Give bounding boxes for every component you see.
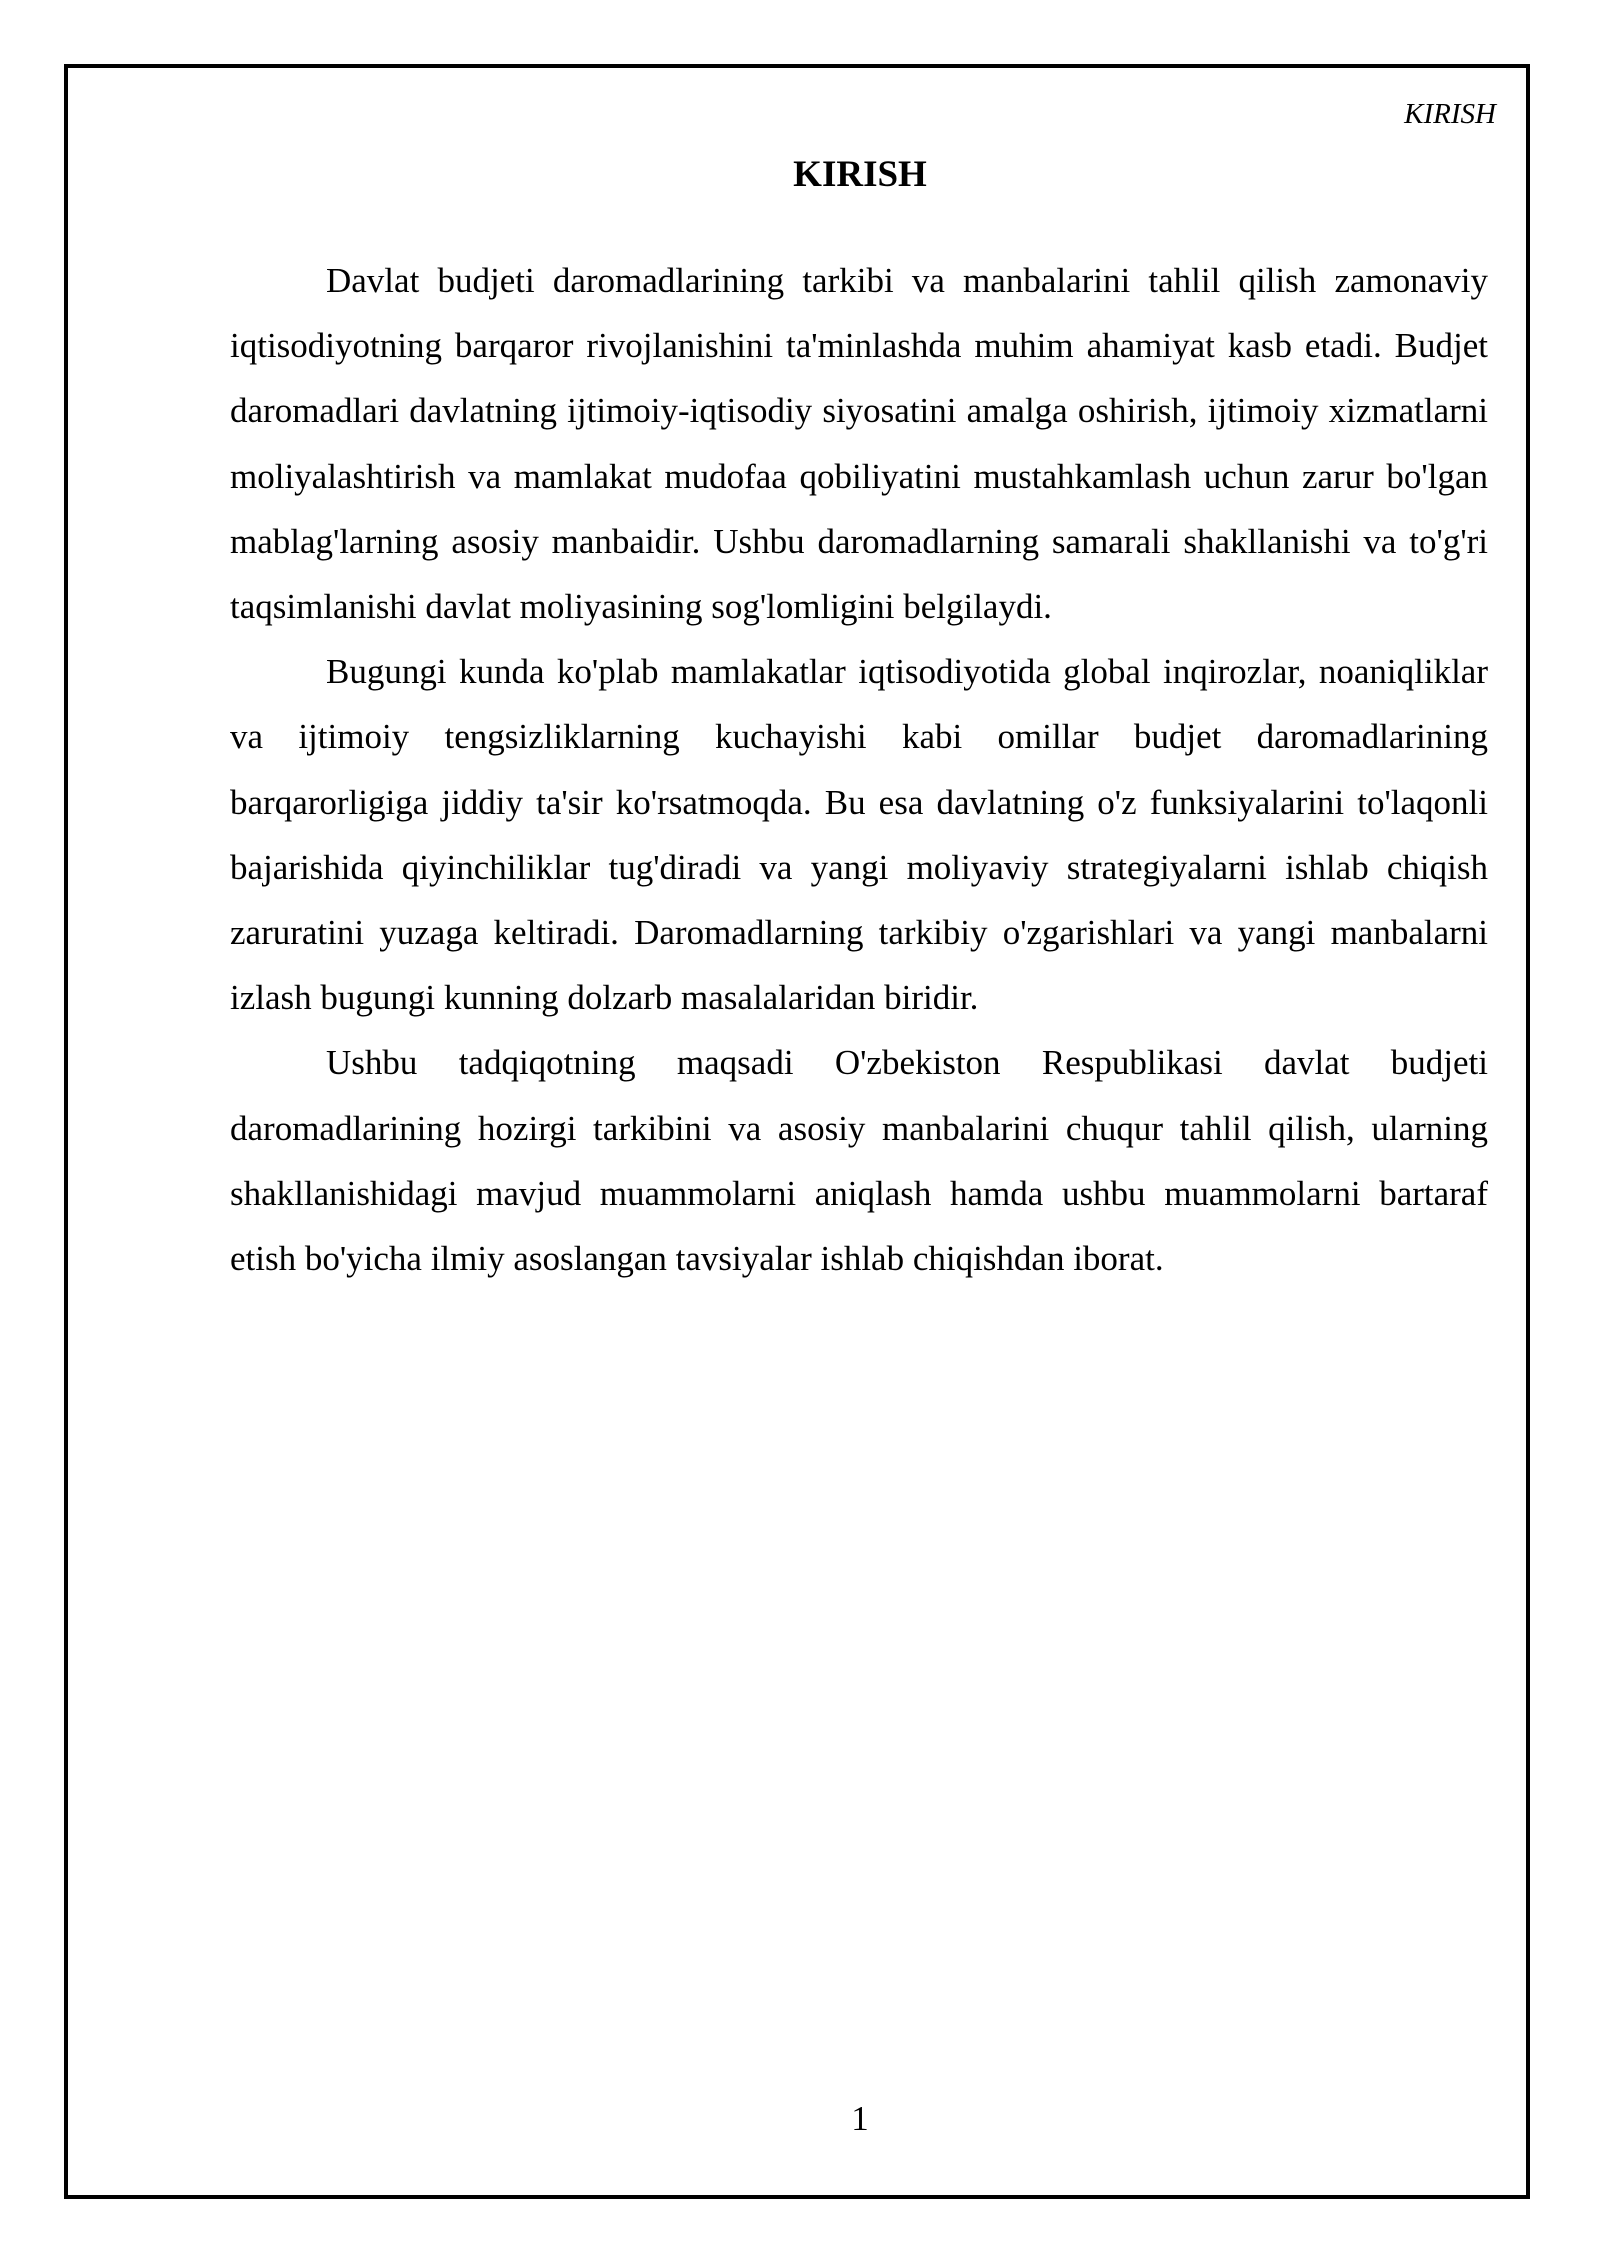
running-header: KIRISH: [1404, 98, 1496, 130]
page-number: 1: [851, 2099, 869, 2138]
page-title: KIRISH: [793, 154, 927, 195]
paragraph: Ushbu tadqiqotning maqsadi O'zbekiston Respublikasi davlat budjeti daromadlarining hozirgi tarkibini va asosiy manbalarini chuqur tahlil qilish, ularning shakllanishidagi mavjud muammolarni aniqlash hamda ushbu muammolarni bartaraf etish bo'yicha ilmiy asoslangan tavsiyalar ishlab chiqishdan iborat.: [230, 1043, 1488, 1279]
paragraph: Bugungi kunda ko'plab mamlakatlar iqtisodiyotida global inqirozlar, noaniqliklar va ijtimoiy tengsizliklarning kuchayishi kabi omillar budjet daromadlarining barqarorligiga jiddiy ta'sir ko'rsatmoqda. Bu esa davlatning o'z funksiyalarini to'laqonli bajarishida qiyinchiliklar tug'diradi va yangi moliyaviy strategiyalarni ishlab chiqish zaruratini yuzaga keltiradi. Daromadlarning tarkibiy o'zgarishlari va yangi manbalarni izlash bugungi kunning dolzarb masalalaridan biridir.: [230, 652, 1488, 1018]
document-body: [230, 248, 1488, 1291]
paragraph: Davlat budjeti daromadlarining tarkibi va manbalarini tahlil qilish zamonaviy iqtisodiyotning barqaror rivojlanishini ta'minlashda muhim ahamiyat kasb etadi. Budjet daromadlari davlatning ijtimoiy-iqtisodiy siyosatini amalga oshirish, ijtimoiy xizmatlarni moliyalashtirish va mamlakat mudofaa qobiliyatini mustahkamlash uchun zarur bo'lgan mablag'larning asosiy manbaidir. Ushbu daromadlarning samarali shakllanishi va to'g'ri taqsimlanishi davlat moliyasining sog'lomligini belgilaydi.: [230, 261, 1488, 627]
